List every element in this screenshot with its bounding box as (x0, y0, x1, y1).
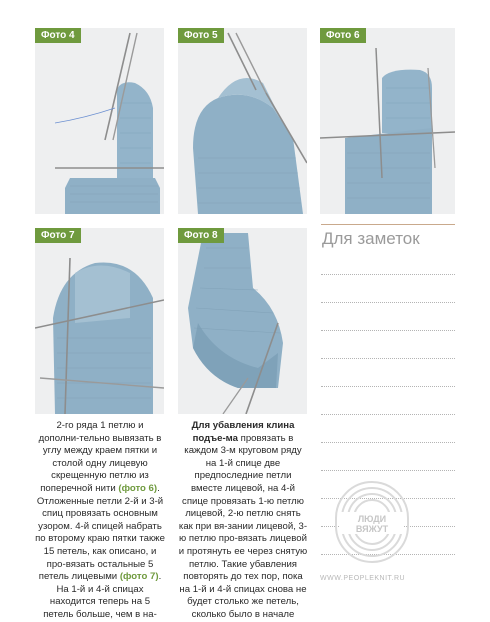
text-fragment: провязать в каждом 3-м круговом ряду на 1-й спице две предпоследние петли вместе лицевой, на 4-й спице провязать 1-ю петлю лицевой, 2-ю петлю снять как при вя-зании лицевой, 3-ю петлю про-вязать лицевой и протянуть ее через снятую петлю. Такие убавления повторять до тех пор, пока на 1-й и 4-й спицах снова не будет столько же петель, сколько было в начале (178, 432, 308, 620)
photo-4 (35, 28, 164, 214)
photo-label: Фото 4 (35, 28, 81, 43)
logo-line-1: ЛЮДИ (357, 514, 387, 524)
notes-line (321, 470, 455, 471)
notes-title: Для заметок (322, 229, 420, 248)
photo-7-image (35, 228, 164, 414)
photo-8 (178, 228, 307, 414)
photo-label: Фото 5 (178, 28, 224, 43)
notes-line (321, 386, 455, 387)
photo-5 (178, 28, 307, 214)
photo-5-image (178, 28, 307, 214)
text-fragment: 2-го ряда 1 петлю и дополни-тельно вывязать в углу между краем пятки и столой одну лицевую скрещенную петлю из поперечной нити (38, 420, 162, 494)
photo-7 (35, 228, 164, 414)
photo-reference: (фото 6) (118, 482, 158, 494)
photo-4-image (35, 28, 164, 214)
notes-line (321, 358, 455, 359)
logo-line-2: ВЯЖУТ (355, 524, 389, 534)
notes-line (321, 442, 455, 443)
footer-site: WWW.PEOPLEKNIT.RU (320, 575, 406, 582)
photo-label: Фото 6 (320, 28, 366, 43)
text-fragment: . На 1-й и 4-й спицах находится теперь на 5 петель больше, чем в на- (43, 571, 162, 620)
text-fragment: . Отложенные петли 2-й и 3-й спиц провязать основным узором. 4-й спицей набрать по второму краю пятки также 15 петель, как описано, и про-вязать остальные 5 петель лицевыми (35, 482, 165, 583)
notes-top-rule (321, 224, 455, 225)
section-heading: Для убавления клина подъе-ма (191, 420, 295, 444)
notes-line (321, 330, 455, 331)
notes-line (321, 414, 455, 415)
photo-6 (320, 28, 455, 214)
photo-8-image (178, 228, 307, 414)
photo-label: Фото 8 (178, 228, 224, 243)
photo-reference: (фото 7) (119, 571, 159, 583)
text-column-1 (35, 420, 165, 622)
notes-line (321, 302, 455, 303)
text-column-2 (178, 420, 308, 622)
photo-6-image (320, 28, 455, 214)
people-knit-logo (330, 478, 414, 566)
photo-label: Фото 7 (35, 228, 81, 243)
notes-line (321, 274, 455, 275)
